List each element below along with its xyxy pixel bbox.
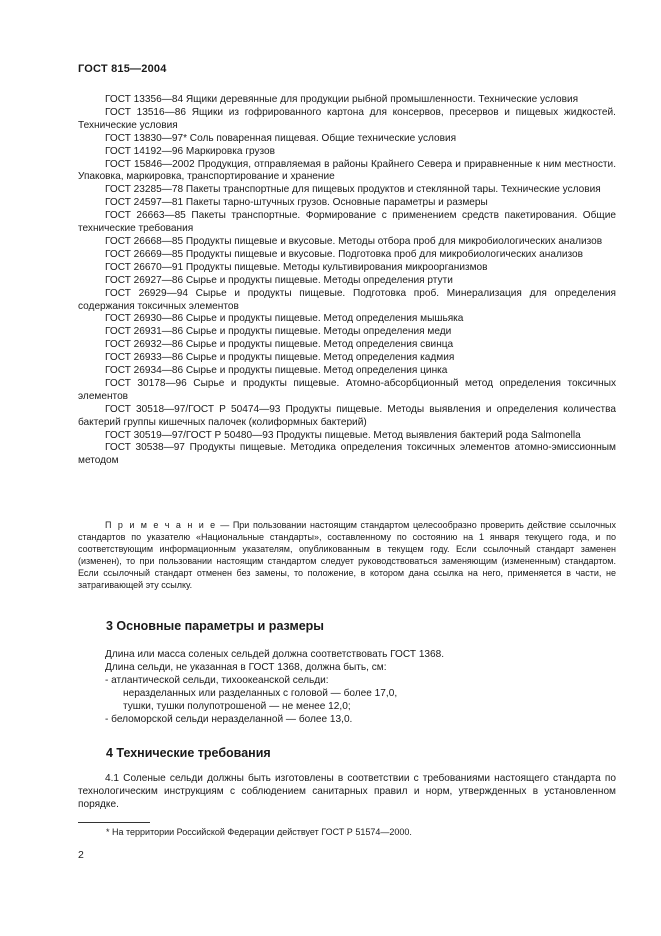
reference-item: ГОСТ 30538—97 Продукты пищевые. Методика определения токсичных элементов атомно-эмиссионным методом bbox=[78, 442, 616, 467]
reference-item: ГОСТ 30519—97/ГОСТ Р 50480—93 Продукты пищевые. Метод выявления бактерий рода Salmonella bbox=[105, 429, 581, 441]
reference-item: ГОСТ 30518—97/ГОСТ Р 50474—93 Продукты пищевые. Методы выявления и определения количества бактерий группы кишечных палочек (колиформных бактерий) bbox=[78, 403, 616, 428]
reference-item: ГОСТ 26927—86 Сырье и продукты пищевые. Методы определения ртути bbox=[105, 274, 453, 286]
reference-item: ГОСТ 23285—78 Пакеты транспортные для пищевых продуктов и стеклянной тары. Технические условия bbox=[105, 184, 601, 196]
reference-item: ГОСТ 14192—96 Маркировка грузов bbox=[105, 145, 276, 157]
footnote-divider bbox=[78, 822, 150, 823]
section-4-paragraph: 4.1 Соленые сельди должны быть изготовлены в соответствии с требованиями настоящего стандарта по технологическим инструкциям с соблюдением санитарных правил и норм, утвержденных в установленном порядке. bbox=[78, 773, 616, 810]
reference-item: ГОСТ 26933—86 Сырье и продукты пищевые. Метод определения кадмия bbox=[105, 352, 455, 364]
section-3-line: Длина или масса соленых сельдей должна соответствовать ГОСТ 1368. bbox=[105, 649, 445, 660]
section-3-list-item: - беломорской сельди неразделанной — более 13,0. bbox=[105, 713, 353, 725]
reference-item: ГОСТ 24597—81 Пакеты тарно-штучных грузов. Основные параметры и размеры bbox=[105, 197, 488, 209]
section-3-list-item: - атлантической сельди, тихоокеанской сельди: bbox=[105, 674, 329, 686]
section-3-title: 3 Основные параметры и размеры bbox=[106, 619, 324, 633]
reference-item: ГОСТ 26663—85 Пакеты транспортные. Формирование с применением средств пакетирования. Общие технические требования bbox=[78, 210, 616, 235]
section-4-title: 4 Технические требования bbox=[106, 746, 271, 760]
section-3-line: Длина сельди, не указанная в ГОСТ 1368, должна быть, см: bbox=[105, 661, 387, 673]
reference-item: ГОСТ 26929—94 Сырье и продукты пищевые. Подготовка проб. Минерализация для определения содержания токсичных элементов bbox=[78, 287, 616, 312]
section-3-subitem: тушки, тушки полупотрошеной — не менее 12,0; bbox=[123, 700, 351, 712]
references-note bbox=[78, 520, 616, 591]
page-number: 2 bbox=[78, 849, 84, 861]
reference-item: ГОСТ 26934—86 Сырье и продукты пищевые. Метод определения цинка bbox=[105, 365, 448, 377]
reference-item: ГОСТ 13830—97* Соль поваренная пищевая. Общие технические условия bbox=[105, 132, 457, 144]
document-header: ГОСТ 815—2004 bbox=[78, 63, 167, 75]
reference-item: ГОСТ 26668—85 Продукты пищевые и вкусовые. Методы отбора проб для микробиологических анализов bbox=[105, 235, 603, 247]
section-3-body bbox=[78, 649, 616, 726]
reference-item: ГОСТ 26932—86 Сырье и продукты пищевые. Метод определения свинца bbox=[105, 339, 454, 351]
reference-item: ГОСТ 13516—86 Ящики из гофрированного картона для консервов, пресервов и пищевых жидкостей. Технические условия bbox=[78, 106, 616, 131]
section-3-subitem: неразделанных или разделанных с головой — более 17,0, bbox=[123, 687, 398, 699]
note-text: — При пользовании настоящим стандартом целесообразно проверить действие ссылочных стандартов по указателю «Национальные стандарты», составленному по состоянию на 1 января текущего года, и по соответствующим информационным указателям, опубликованным в текущем году. Если ссылочный стандарт заменен (изменен), то при пользовании настоящим стандартом следует руководствоваться заменяющим (измененным) стандартом. Если ссылочный стандарт отменен без замены, то положение, в котором дана ссылка на него, применяется в части, не затрагивающей эту ссылку. bbox=[78, 520, 617, 590]
footnote: * На территории Российской Федерации действует ГОСТ Р 51574—2000. bbox=[106, 827, 412, 837]
reference-item: ГОСТ 26930—86 Сырье и продукты пищевые. Метод определения мышьяка bbox=[105, 313, 464, 325]
normative-references-list bbox=[78, 94, 616, 468]
note-label: П р и м е ч а н и е bbox=[105, 520, 217, 530]
reference-item: ГОСТ 15846—2002 Продукция, отправляемая в районы Крайнего Севера и приравненные к ним местности. Упаковка, маркировка, транспортирование и хранение bbox=[78, 158, 616, 183]
reference-item: ГОСТ 26931—86 Сырье и продукты пищевые. Методы определения меди bbox=[105, 326, 452, 338]
reference-item: ГОСТ 30178—96 Сырье и продукты пищевые. Атомно-абсорбционный метод определения токсичных элементов bbox=[78, 377, 616, 402]
reference-item: ГОСТ 26669—85 Продукты пищевые и вкусовые. Подготовка проб для микробиологических анализов bbox=[105, 248, 583, 260]
reference-item: ГОСТ 26670—91 Продукты пищевые. Методы культивирования микроорганизмов bbox=[105, 261, 488, 273]
reference-item: ГОСТ 13356—84 Ящики деревянные для продукции рыбной промышленности. Технические условия bbox=[105, 94, 579, 105]
